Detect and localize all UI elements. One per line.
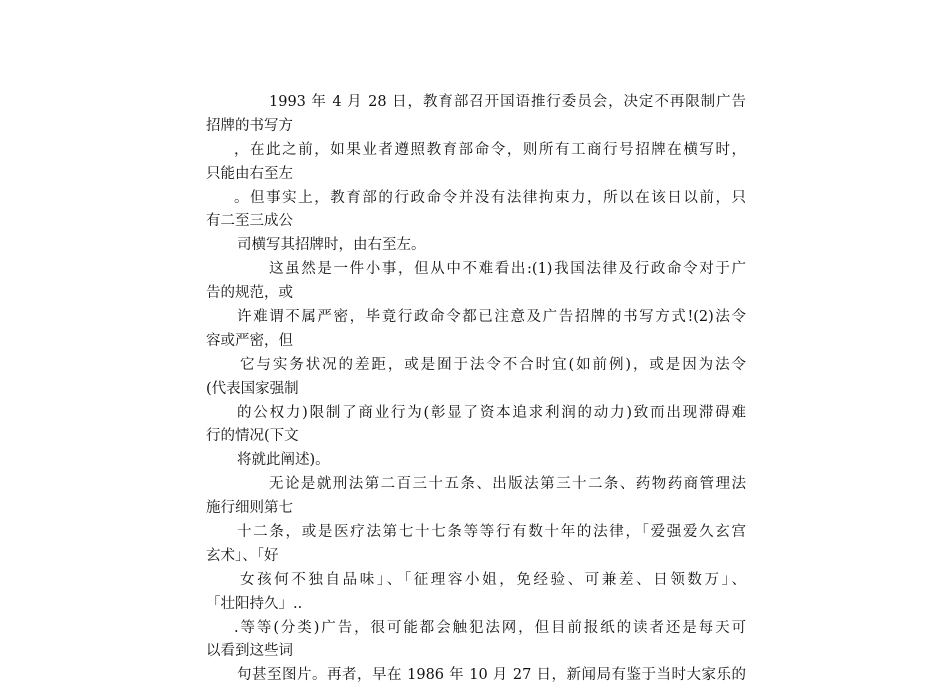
text-line: 。但事实上，教育部的行政命令并没有法律拘束力，所以在该日以前，只	[234, 189, 746, 206]
text-line: 容或严密，但	[206, 332, 293, 349]
text-line: 施行细则第七	[206, 500, 293, 517]
text-line: 无论是就刑法第二百三十五条、出版法第三十二条、药物药商管理法	[269, 476, 746, 493]
text-line: 玄术」、「好	[206, 547, 279, 564]
text-line: 女孩何不独自品味」、「征理容小姐，免经验、可兼差、日领数万」、	[240, 571, 746, 588]
text-line: 招牌的书写方	[206, 117, 293, 134]
text-line: 「壮阳持久」..	[206, 595, 303, 612]
text-line: 以看到这些词	[206, 643, 293, 660]
document-body	[206, 91, 746, 688]
text-line: 告的规范，或	[206, 285, 293, 302]
text-line: 的公权力)限制了商业行为(彰显了资本追求利润的动力)致而出现滞碍难	[237, 404, 746, 421]
text-line: 行的情况(下文	[206, 428, 299, 445]
text-line: 将就此阐述)。	[237, 452, 330, 469]
text-line: .等等(分类)广告，很可能都会触犯法网，但目前报纸的读者还是每天可	[234, 619, 746, 636]
text-line: 它与实务状况的差距，或是囿于法令不合时宜(如前例)，或是因为法令	[240, 356, 746, 373]
text-line: 许难谓不属严密，毕竟行政命令都已注意及广告招牌的书写方式!(2)法令	[237, 309, 746, 326]
text-line: 句甚至图片。再者，早在 1986 年 10 月 27 日，新闻局有鉴于当时大家乐的	[237, 667, 746, 684]
text-line: 1993 年 4 月 28 日，教育部召开国语推行委员会，决定不再限制广告	[269, 94, 746, 110]
text-line: 十二条，或是医疗法第七十七条等等行有数十年的法律，「爱强爱久玄宫	[237, 524, 746, 541]
text-line: 司横写其招牌时，由右至左。	[237, 237, 426, 254]
text-line: ，在此之前，如果业者遵照教育部命令，则所有工商行号招牌在横写时，	[234, 141, 746, 158]
text-line: 只能由右至左	[206, 165, 293, 182]
text-line: 有二至三成公	[206, 213, 293, 230]
text-line: 这虽然是一件小事，但从中不难看出:(1)我国法律及行政命令对于广	[269, 261, 746, 278]
text-line: (代表国家强制	[206, 380, 299, 397]
